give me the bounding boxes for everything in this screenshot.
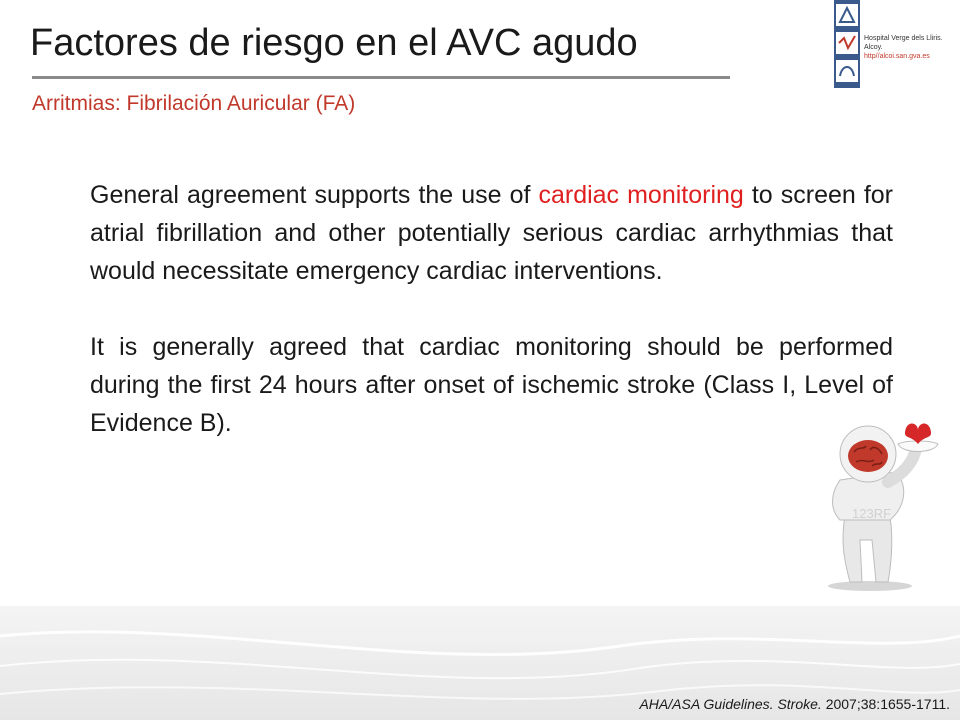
logo-line-1: Hospital Verge dels Lliris. bbox=[864, 35, 943, 42]
title-underline bbox=[32, 76, 730, 79]
paragraph-1-end: to screen for atrial fibrillation and other potentially serious cardiac arrhythmias that would necessitate emergency cardiac interventions. bbox=[90, 181, 893, 285]
citation-source: AHA/ASA Guidelines. Stroke. bbox=[639, 696, 822, 712]
paragraph-1-start: General agreement supports the use of bbox=[90, 181, 539, 209]
logo-line-2: Alcoy. bbox=[864, 44, 883, 51]
slide-title: Factores de riesgo en el AVC agudo bbox=[30, 22, 638, 64]
paragraph-1 bbox=[90, 176, 893, 290]
citation bbox=[639, 696, 950, 712]
logo-url: http//alcoi.san.gva.es bbox=[864, 53, 930, 60]
hospital-logo-icon bbox=[834, 0, 860, 88]
logo-text bbox=[864, 34, 943, 61]
person-holding-brain-heart-illustration bbox=[810, 410, 960, 592]
watermark-text: 123RF bbox=[852, 506, 892, 521]
highlight-cardiac-monitoring: cardiac monitoring bbox=[538, 181, 744, 209]
slide-subtitle: Arritmias: Fibrilación Auricular (FA) bbox=[32, 92, 356, 115]
citation-details: 2007;38:1655-1711. bbox=[821, 696, 950, 712]
body-text bbox=[90, 176, 893, 480]
paragraph-2: It is generally agreed that cardiac monitoring should be performed during the first 24 hours after onset of ischemic stroke (Class I, Level of Evidence B). bbox=[90, 333, 893, 437]
